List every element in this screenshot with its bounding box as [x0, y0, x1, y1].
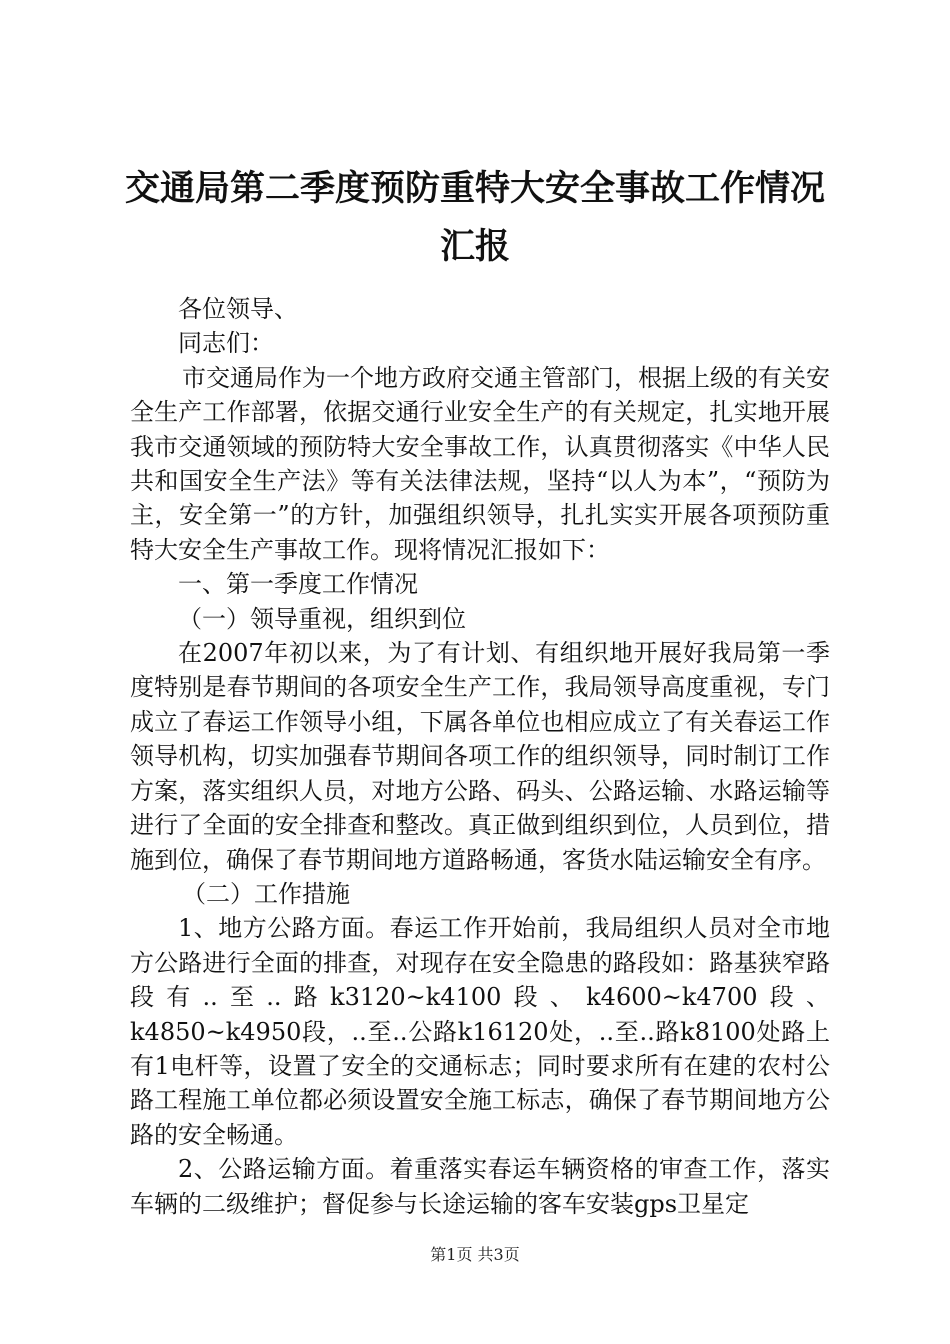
page-footer: 第1页 共3页: [430, 1245, 520, 1264]
title-line-1: 交通局第二季度预防重特大安全事故工作情况: [124, 168, 825, 209]
section-heading-1: 一、第一季度工作情况: [178, 570, 418, 599]
intro-paragraph: 市交通局作为一个地方政府交通主管部门，根据上级的有关安全生产工作部署，依据交通行业安全生产的有关规定，扎实地开展我市交通领域的预防特大安全事故工作，认真贯彻落实《中华人民共和国安全生产法》等有关法律法规，坚持“以人为本”，“预防为主，安全第一”的方针，加强组织领导，扎扎实实开展各项预防重特大安全生产事故工作。现将情况汇报如下：: [130, 363, 830, 564]
salutation-leaders: 各位领导、: [178, 295, 298, 323]
subsection-heading-2: （二）工作措施: [182, 879, 350, 908]
paragraph-leadership: 在2007年初以来，为了有计划、有组织地开展好我局第一季度特别是春节期间的各项安全生产工作，我局领导高度重视，专门成立了春运工作领导小组，下属各单位也相应成立了有关春运工作领导机构，切实加强春节期间各项工作的组织领导，同时制订工作方案，落实组织人员，对地方公路、码头、公路运输、水路运输等进行了全面的安全排查和整改。真正做到组织到位，人员到位，措施到位，确保了春节期间地方道路畅通，客货水陆运输安全有序。: [130, 639, 830, 874]
document-title: [100, 160, 850, 276]
subsection-heading-1: （一）领导重视，组织到位: [178, 604, 466, 633]
paragraph-transport: 2、公路运输方面。着重落实春运车辆资格的审查工作，落实车辆的二级维护；督促参与长途运输的客车安装gps卫星定: [130, 1155, 830, 1218]
salutation-comrades: 同志们：: [178, 329, 274, 358]
title-line-2: 汇报: [439, 226, 510, 267]
paragraph-roads: 1、地方公路方面。春运工作开始前，我局组织人员对全市地方公路进行全面的排查，对现存在安全隐患的路段如：路基狭窄路段有..至..路k3120~k4100段、k4600~k4700段、k4850~k4950段，..至..公路k16120处，..至..路k8100处路上有1电杆等，设置了安全的交通标志；同时要求所有在建的农村公路工程施工单位都必须设置安全施工标志，确保了春节期间地方公路的安全畅通。: [130, 914, 830, 1149]
document-body: [130, 292, 830, 1221]
